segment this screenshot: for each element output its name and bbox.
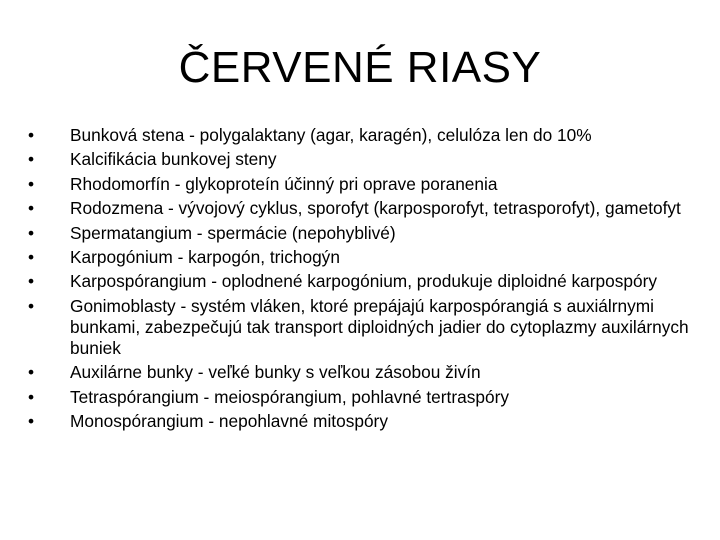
bullet-text: Bunková stena - polygalaktany (agar, karagén), celulóza len do 10% xyxy=(70,125,592,145)
bullet-item-kalcifikacia xyxy=(26,149,716,170)
bullet-text: Auxilárne bunky - veľké bunky s veľkou zásobou živín xyxy=(70,362,481,383)
bullet-text: Rhodomorfín - glykoproteín účinný pri oprave poranenia xyxy=(70,173,498,194)
bullet-item-karpogonium xyxy=(26,247,716,268)
bullet-icon: • xyxy=(28,271,35,292)
bullet-item-auxilarne-bunky xyxy=(26,362,716,383)
bullet-icon: • xyxy=(28,198,35,219)
bullet-item-gonimoblasty xyxy=(26,296,716,359)
bullet-text: Monospórangium - nepohlavné mitospóry xyxy=(70,410,388,431)
bullet-text: Kalcifikácia bunkovej steny xyxy=(70,149,277,170)
bullet-text: Tetraspórangium - meiospórangium, pohlavné tertraspóry xyxy=(70,386,509,407)
bullet-item-karposporangium xyxy=(26,271,716,292)
bullet-list xyxy=(26,125,716,435)
bullet-text: Karpospórangium - oplodnené karpogónium, produkuje diploidné karpospóry xyxy=(70,271,657,292)
bullet-icon: • xyxy=(28,125,35,145)
bullet-icon: • xyxy=(28,149,35,170)
bullet-icon: • xyxy=(28,295,35,316)
bullet-icon: • xyxy=(28,222,35,243)
bullet-icon: • xyxy=(28,410,35,431)
bullet-item-tetrasporangium xyxy=(26,387,716,408)
bullet-item-rhodomorfin xyxy=(26,174,716,195)
bullet-text: Gonimoblasty - systém vláken, ktoré prepájajú karpospórangiá s auxiálrnymi bunkami, zabezpečujú tak transport diploidných jadier do cytoplazmy auxilárnych buniek xyxy=(70,295,689,358)
bullet-item-spermatangium xyxy=(26,223,716,244)
bullet-item-monosporangium xyxy=(26,411,716,432)
bullet-icon: • xyxy=(28,246,35,267)
bullet-text: Spermatangium - spermácie (nepohyblivé) xyxy=(70,222,396,243)
bullet-text: Rodozmena - vývojový cyklus, sporofyt (karposporofyt, tetrasporofyt), gametofyt xyxy=(70,198,681,219)
bullet-item-bunkova-stena xyxy=(26,125,716,146)
bullet-icon: • xyxy=(28,386,35,407)
bullet-icon: • xyxy=(28,362,35,383)
slide-title: ČERVENÉ RIASY xyxy=(178,43,542,92)
bullet-item-rodozmena xyxy=(26,198,716,219)
bullet-icon: • xyxy=(28,173,35,194)
bullet-text: Karpogónium - karpogón, trichogýn xyxy=(70,246,340,267)
